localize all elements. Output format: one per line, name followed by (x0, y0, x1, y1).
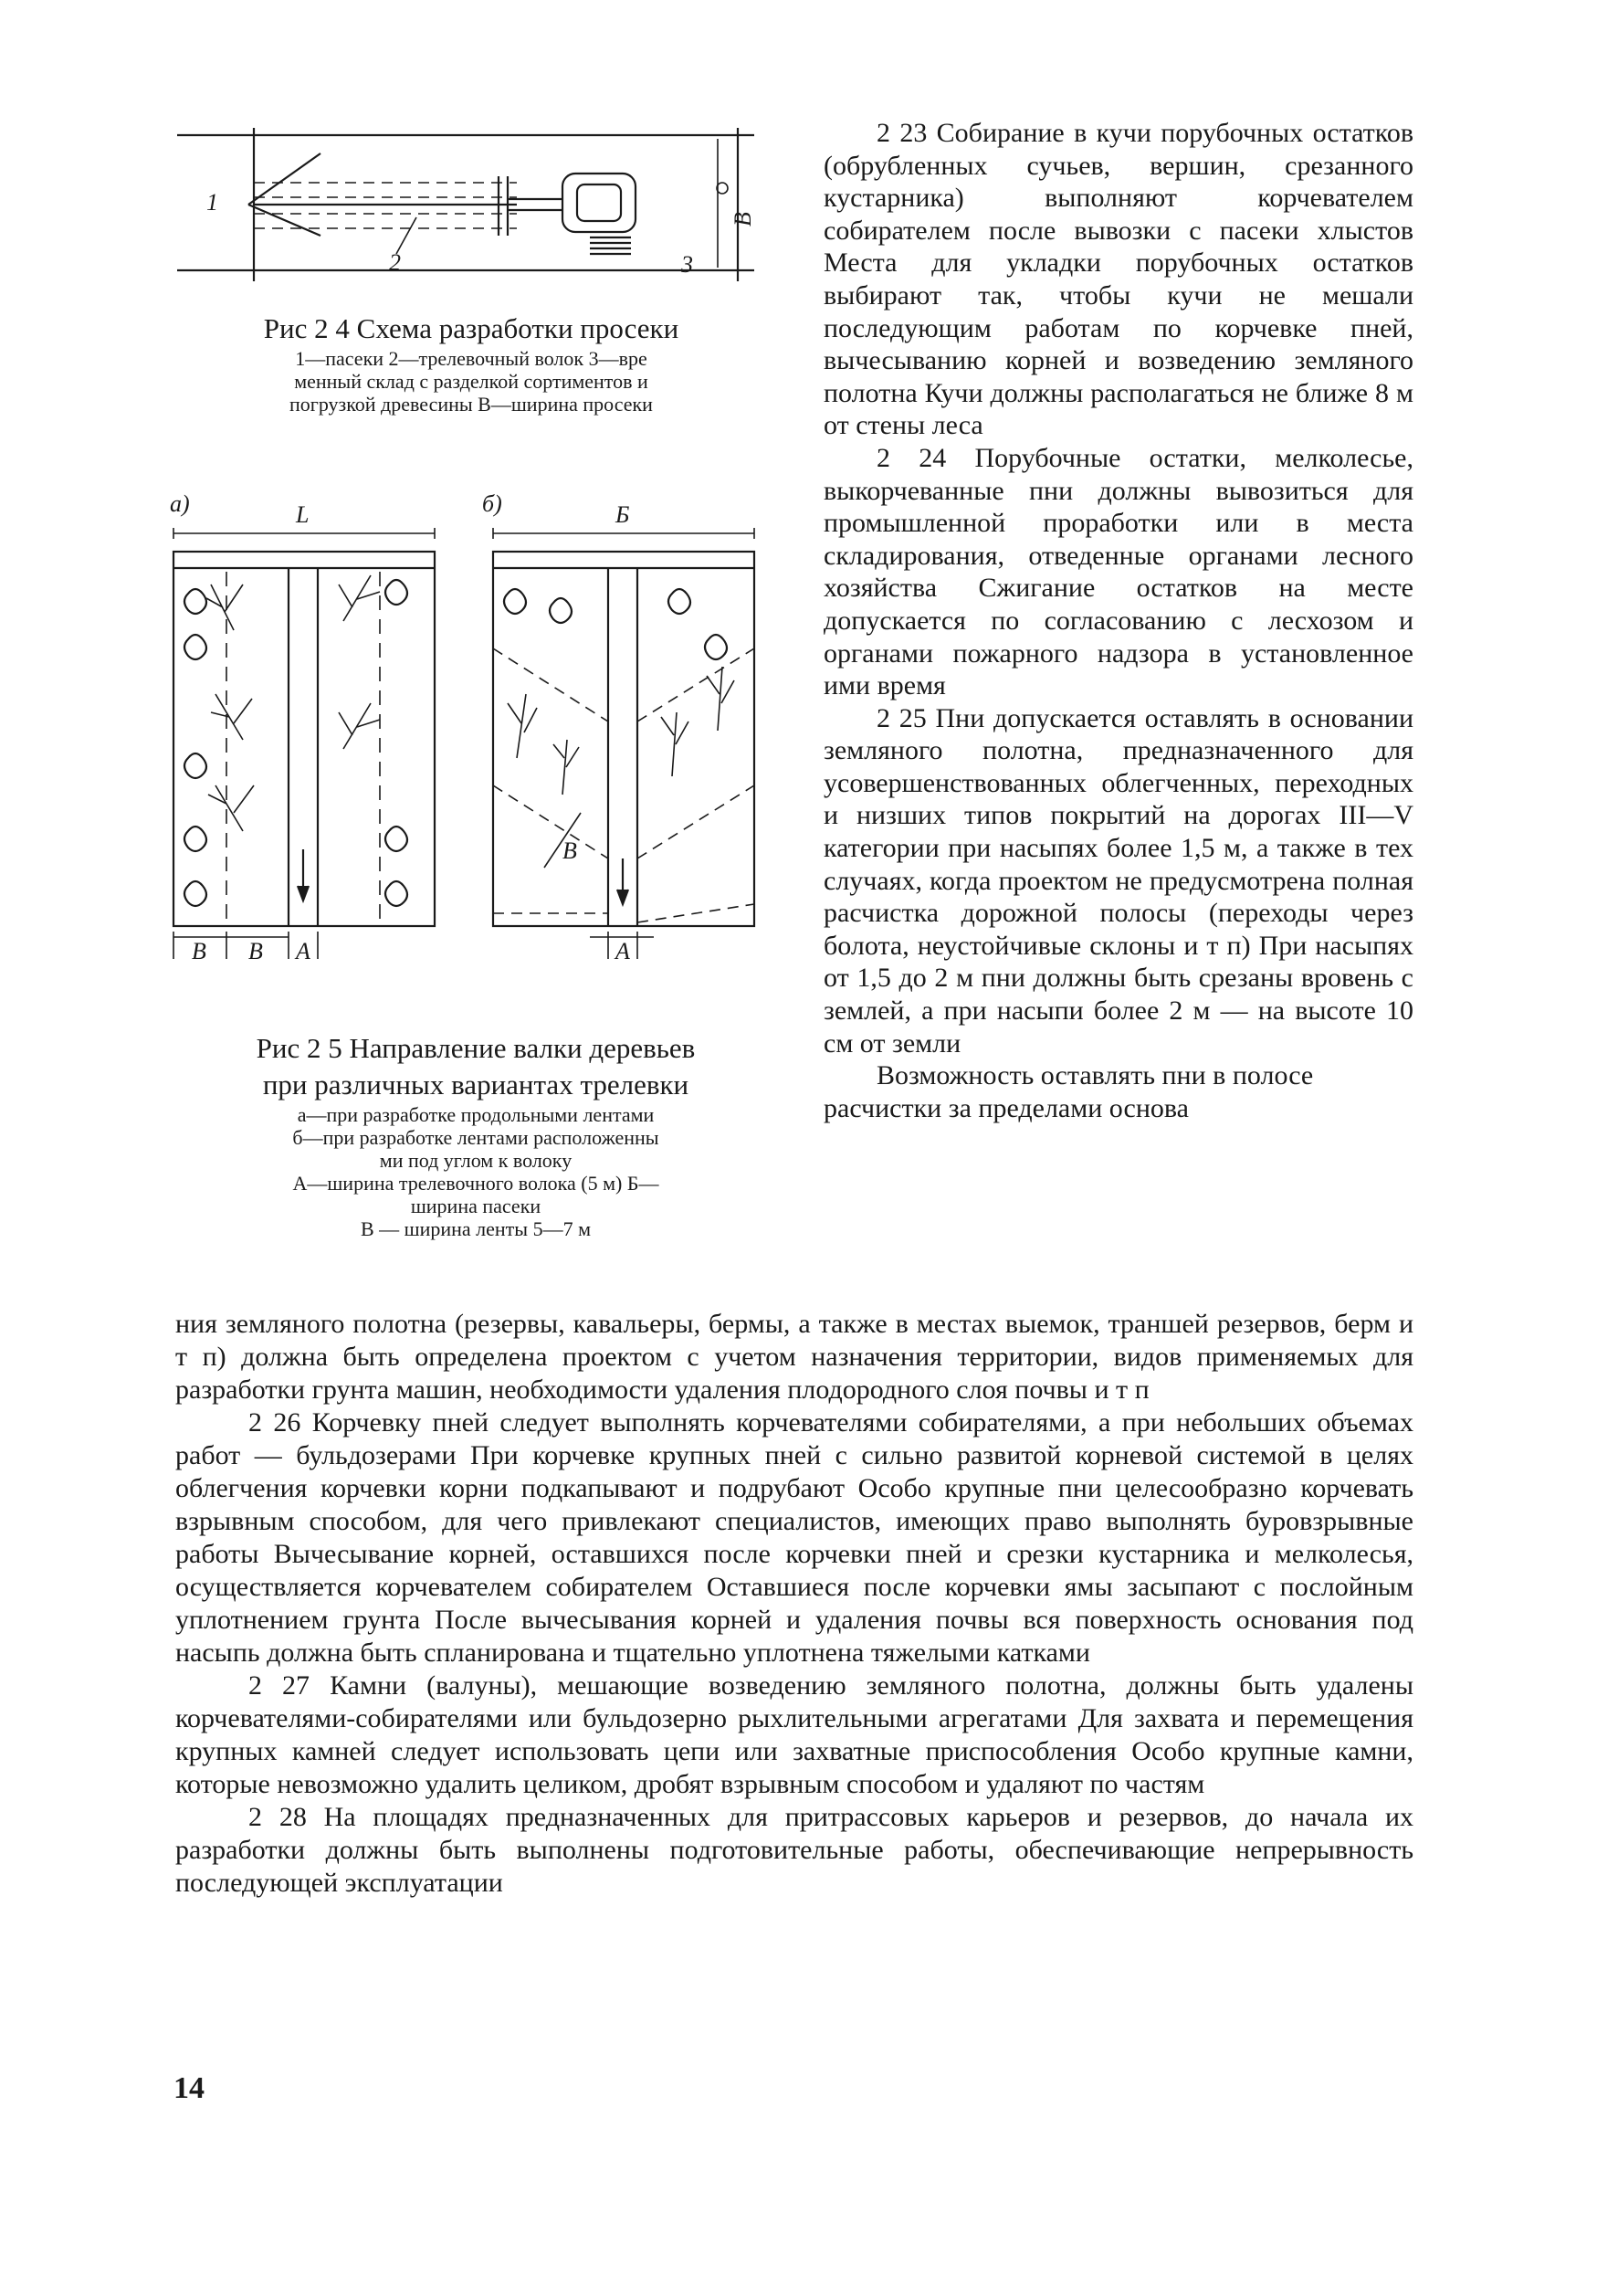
paragraph-2-27: 2 27 Камни (валуны), мешающие возведению земляного полотна, должны быть удалены корчевателями-собирателями или бульдозерно рыхлительными агрегатами Для захвата и перемещения крупных камней следует использовать цепи или захватные приспособления Особо крупные камни, которые невозможно удалить целиком, дробят взрывным способом и удаляют по частям (175, 1670, 1413, 1799)
figure-2-5-legend-5: ширина пасеки (410, 1195, 541, 1217)
paragraph-2-28: 2 28 На площадях предназначенных для притрассовых карьеров и резервов, до начала их разработки должны быть выполнены подготовительные работы, обеспечивающие непрерывность последующей эксплуатации (175, 1802, 1413, 1898)
figure-2-5 (161, 484, 782, 995)
figure-2-5-legend-1: а—при разработке продольными лентами (297, 1103, 655, 1126)
figure-2-5-diagram (161, 484, 782, 995)
right-column (824, 117, 1413, 1124)
fig24-label-3: 3 (681, 251, 693, 278)
figure-2-4 (170, 126, 772, 286)
fig25-label-b: б) (482, 490, 502, 517)
figure-2-5-title-2: при различных вариантах трелевки (262, 1069, 689, 1101)
paragraph-2-25b-start: Возможность оставлять пни в полосе расчистки за пределами основа (824, 1060, 1314, 1123)
figure-2-4-legend-2: менный склад с разделкой сортиментов и (294, 370, 648, 393)
paragraph-2-26: 2 26 Корчевку пней следует выполнять корчевателями собирателями, а при небольших объемах работ — бульдозерами При корчевке крупных пней с сильно развитой корневой системой в целях облегчения корчевки корни подкапывают и подрубают Особо крупные пни целесообразно корчевать взрывным способом, для чего привлекают специалистов, имеющих право выполнять буровзрывные работы Вычесывание корней, оставшихся после корчевки пней и срезки кустарника и мелколесья, осуществляется корчевателем собирателем Оставшиеся после корчевки ямы засыпают с послойным уплотнением грунта После вычесывания корней и удаления почвы вся поверхность основания под насыпь должна быть спланирована и тщательно уплотнена тяжелыми катками (175, 1407, 1413, 1668)
fig25-label-b1: В (192, 938, 206, 964)
figure-2-5-legend-2: б—при разработке лентами расположенны (292, 1126, 659, 1149)
figure-2-5-legend-4: А—ширина трелевочного волока (5 м) Б— (292, 1172, 659, 1195)
fig24-label-width: В (730, 212, 756, 226)
paragraph-2-25b-cont: ния земляного полотна (резервы, кавальеры, бермы, а также в местах выемок, траншей резервов, берм и т п) должна быть определена проектом с учетом назначения территории, видов применяемых для разработки грунта машин, необходимости удаления плодородного слоя почвы и т п (175, 1309, 1413, 1405)
fig25-label-b2: В (248, 938, 263, 964)
figure-2-5-title-1: Рис 2 5 Направление валки деревьев (256, 1032, 696, 1064)
figure-2-4-caption (170, 311, 772, 416)
figure-2-5-legend-6: В — ширина ленты 5—7 м (360, 1217, 592, 1240)
paragraph-2-25: 2 25 Пни допускается оставлять в основании земляного полотна, предназначенного для усовершенствованных облегченных, переходных и низших типов покрытий на дорогах III—V категории при насыпях более 1,5 м, а также в тех случаях, когда проектом не предусмотрена полная расчистка дорожной полосы (переходы через болота, неустойчивые склоны и т п) При насыпях от 1,5 до 2 м пни должны быть срезаны вровень с землей, а при насыпи более 2 м — на высоте 10 см от земли (824, 702, 1413, 1058)
figure-2-4-diagram (170, 126, 772, 286)
paragraph-2-23: 2 23 Собирание в кучи порубочных остатков (обрубленных сучьев, вершин, срезанного кустарника) выполняют корчевателем собирателем после вывозки с пасеки хлыстов Места для укладки порубочных остатков выбирают так, чтобы кучи не мешали последующим работам по корчевке пней, вычесыванию корней и возведению земляного полотна Кучи должны располагаться не ближе 8 м от стены леса (824, 118, 1413, 441)
fig25-label-a: а) (170, 490, 190, 517)
fig25-label-v-diag: В (562, 837, 577, 864)
page-number: 14 (173, 2071, 205, 2105)
fig24-label-2: 2 (389, 249, 401, 276)
full-width-text (175, 1308, 1413, 1900)
figure-2-4-legend-3: погрузкой древесины В—ширина просеки (289, 393, 653, 416)
fig24-label-1: 1 (206, 189, 218, 216)
fig25-label-a2: А (615, 938, 630, 964)
figure-2-5-caption (170, 1030, 782, 1240)
figure-2-4-legend-1: 1—пасеки 2—трелевочный волок 3—вре (295, 347, 647, 370)
figure-2-5-legend-3: ми под углом к волоку (379, 1149, 573, 1172)
fig25-label-L: L (296, 501, 310, 528)
fig25-label-a1: А (296, 938, 310, 964)
fig25-label-B: Б (615, 501, 630, 528)
paragraph-2-24: 2 24 Порубочные остатки, мелколесье, выкорчеванные пни должны вывозиться для промышленной проработки или в места складирования, отведенные органами лесного хозяйства Сжигание остатков на месте допускается по согласованию с лесхозом и органами пожарного надзора в установленное ими время (824, 442, 1413, 701)
figure-2-4-title: Рис 2 4 Схема разработки просеки (263, 312, 679, 344)
